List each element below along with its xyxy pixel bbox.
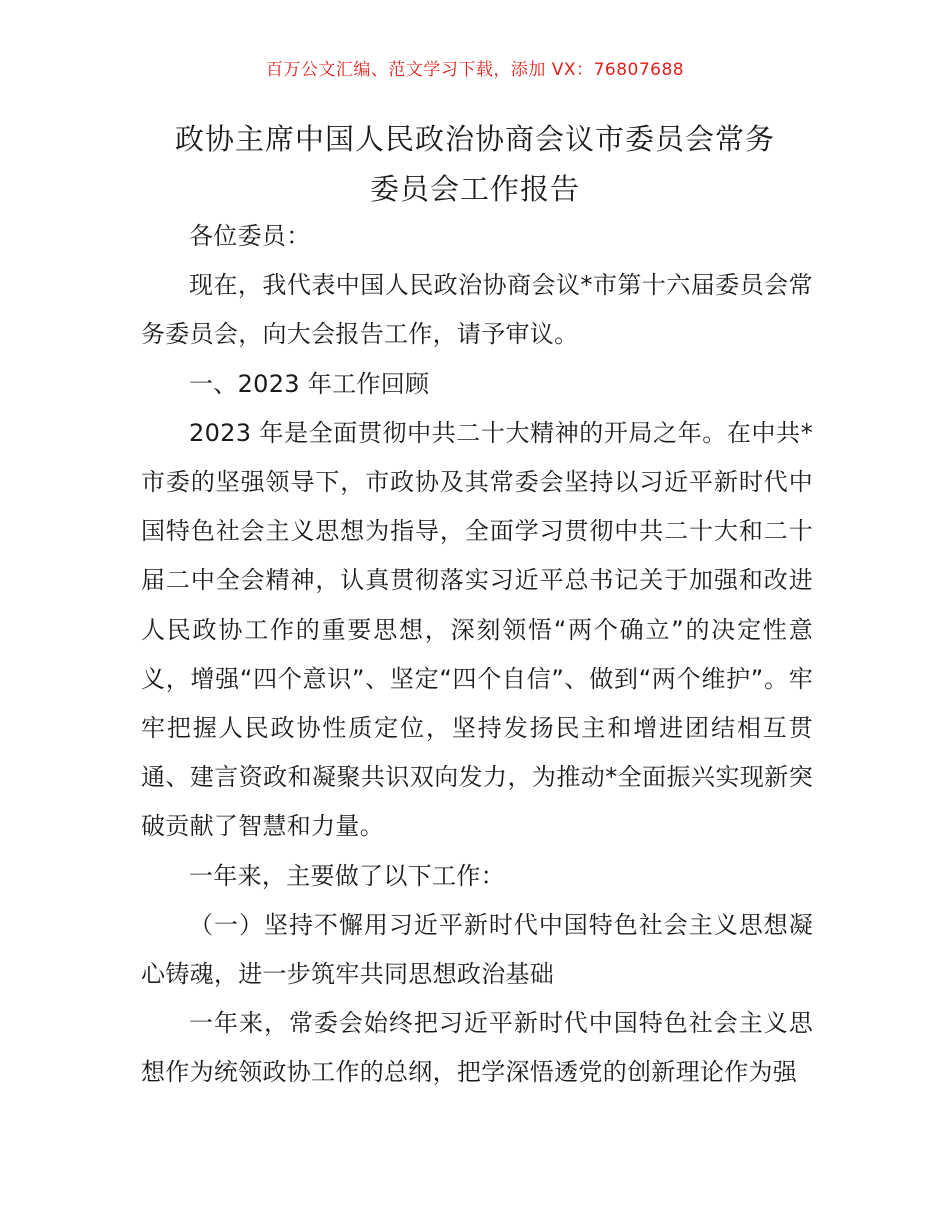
intro-paragraph: 现在，我代表中国人民政治协商会议*市第十六届委员会常务委员会，向大会报告工作，请予审议。 [141,271,813,349]
watermark-header: 百万公文汇编、范文学习下载，添加 VX：76807688 [265,60,685,80]
title-line-1: 政协主席中国人民政治协商会议市委员会常务 [174,122,775,156]
body-paragraph: 2023 年是全面贯彻中共二十大精神的开局之年。在中共*市委的坚强领导下，市政协及其常委会坚持以习近平新时代中国特色社会主义思想为指导，全面学习贯彻中共二十大和二十届二中全会精神，认真贯彻落实习近平总书记关于加强和改进人民政协工作的重要思想，深刻领悟“两个确立”的决定性意义，增强“四个意识”、坚定“四个自信”、做到“两个维护”。牢牢把握人民政协性质定位，坚持发扬民主和增进团结相互贯通、建言资政和凝聚共识双向发力，为推动*全面振兴实现新突破贡献了智慧和力量。 [141,418,813,841]
section-heading: 一、2023 年工作回顾 [189,369,430,398]
salutation: 各位委员： [189,222,311,250]
body-paragraph: 一年来，主要做了以下工作： [189,861,505,890]
subsection-heading: （一）坚持不懈用习近平新时代中国特色社会主义思想凝心铸魂，进一步筑牢共同思想政治基础 [141,910,813,989]
body-paragraph: 一年来，常委会始终把习近平新时代中国特色社会主义思想作为统领政协工作的总纲，把学深悟透党的创新理论作为强 [141,1009,813,1087]
title-line-2: 委员会工作报告 [369,172,580,206]
document-body [141,212,813,1098]
document-title [120,114,830,214]
